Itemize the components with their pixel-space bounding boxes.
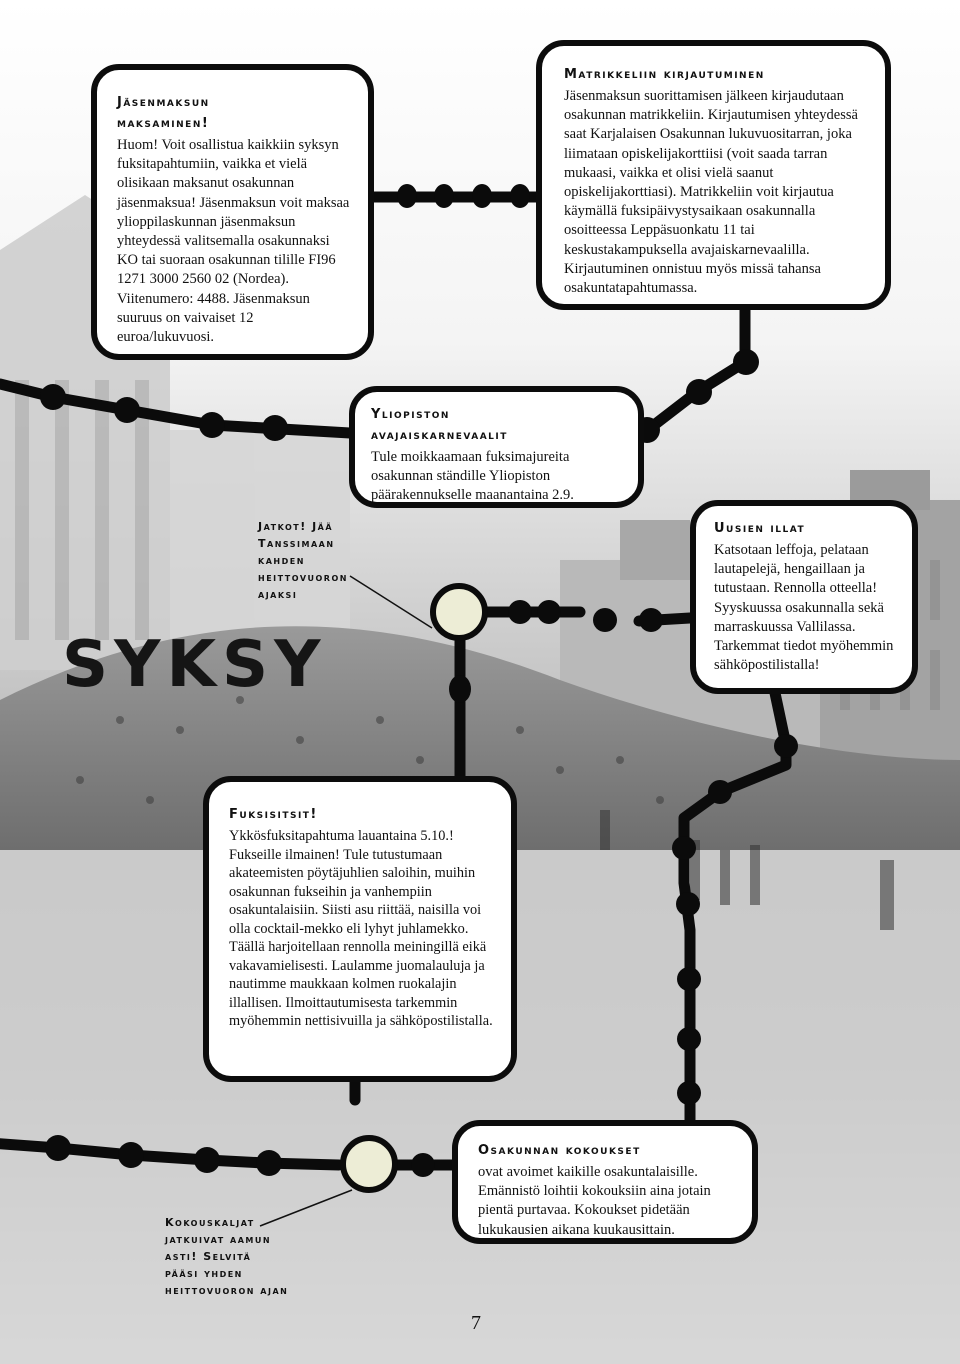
box-avajaiskarnevaalit <box>349 386 644 508</box>
box-matrikkeli <box>536 40 891 310</box>
page-number: 7 <box>471 1312 481 1334</box>
uusien-illat-heading: Uusien illat <box>714 521 806 536</box>
caption-jatkot-line: kahden <box>258 554 305 567</box>
caption-kokouskaljat-line: pääsi yhden <box>165 1267 243 1280</box>
fuksisitsit-body: Ykkösfuksitapahtuma lauantaina 5.10.! Fukseille ilmainen! Tule tutustumaan akateemisten pöytäjuhlien saloihin, muihin osakunnan fukseihin ja vanhempiin osakuntalaisiin. Siisti asu riittää, naisilla voi olla cocktail-mekko eli lyhyt juhlamekko. Täällä harjoitellaan rennolla meiningillä eikä vakavamielisesti. Laulamme juomalauluja ja nautimme maukkaan kolmen ruokalajin illallisen. Ilmoittautumisesta tarkemmin myöhemmin nettisivuilla ja sähköpostilistalla. <box>229 828 493 1029</box>
avajaiskarnevaalit-heading: Yliopiston avajaiskarnevaalit <box>371 407 508 443</box>
caption-kokouskaljat-line: Kokouskaljat <box>165 1216 255 1229</box>
box-kokoukset <box>452 1120 758 1244</box>
matrikkeli-heading: Matrikkeliin kirjautuminen <box>564 67 765 82</box>
caption-jatkot-line: ajaksi <box>258 588 298 601</box>
caption-kokouskaljat-line: jatkuivat aamun <box>165 1233 272 1246</box>
fuksisitsit-heading: Fuksisitsit! <box>229 807 318 822</box>
station-kokouskaljat <box>343 1138 395 1190</box>
avajaiskarnevaalit-body: Tule moikkaamaan fuksimajureita osakunnan ständille Yliopiston päärakennukselle maanantaina 2.9. <box>371 449 574 504</box>
kokoukset-heading: Osakunnan kokoukset <box>478 1143 641 1158</box>
box-membership-fee <box>91 64 374 360</box>
caption-kokouskaljat-line: asti! Selvitä <box>165 1250 252 1263</box>
box-uusien-illat <box>690 500 918 694</box>
kokoukset-body: ovat avoimet kaikille osakuntalaisille. Emännistö loihtii kokouksiin aina jotain pientä purtavaa. Kokoukset pidetään lukukausien aikana kuukausittain. <box>478 1164 711 1238</box>
caption-kokouskaljat <box>165 1214 288 1299</box>
uusien-illat-body: Katsotaan leffoja, pelataan lautapelejä, hengaillaan ja tutustaan. Rennolla otteella! Syyskuussa osakunnalla sekä marraskuussa Vallilassa. Tarkemmat tiedot myöhemmin sähköpostilistalla! <box>714 542 894 674</box>
caption-jatkot-line: Tanssimaan <box>258 537 335 550</box>
caption-jatkot-line: heittovuoron <box>258 571 348 584</box>
caption-jatkot <box>258 518 348 603</box>
box-fuksisitsit <box>203 776 517 1082</box>
station-jatkot <box>433 586 485 638</box>
caption-jatkot-line: Jatkot! Jää <box>258 520 334 533</box>
matrikkeli-body: Jäsenmaksun suorittamisen jälkeen kirjaudutaan osakunnan matrikkeliin. Kirjautumisen yhteydessä saat Karjalaisen Osakunnan lukuvuositarran, joka liimataan opiskelijakorttiisi (voit saada tarran mukaasi, vaikka et olisi vielä saanut opiskelijakorttiasi). Matrikkeliin voit kirjautua käymällä fuksipäivystysaikaan osakunnalla osoitteessa Leppäsuonkatu 11 tai keskustakampuksella avajaiskarnevaalilla. Kirjautuminen onnistuu myös missä tahansa osakuntatapahtumassa. <box>564 88 858 297</box>
membership-fee-heading: Jäsenmaksun maksaminen! <box>117 95 210 131</box>
membership-fee-body: Huom! Voit osallistua kaikkiin syksyn fuksitapahtumiin, vaikka et vielä olisikaan maksanut osakunnan jäsenmaksua! Jäsenmaksun voit maksaa ylioppilaskunnan jäsenmaksun yhteydessä valitsemalla osakunnaksi KO tai suoraan osakunnan tilille FI96 1271 3000 2560 02 (Nordea). Viitenumero: 4488. Jäsenmaksun suuruus on vaivaiset 12 euroa/lukuvuosi. <box>117 137 350 346</box>
caption-kokouskaljat-line: heittovuoron ajan <box>165 1284 289 1297</box>
season-title: SYKSY <box>62 628 327 702</box>
